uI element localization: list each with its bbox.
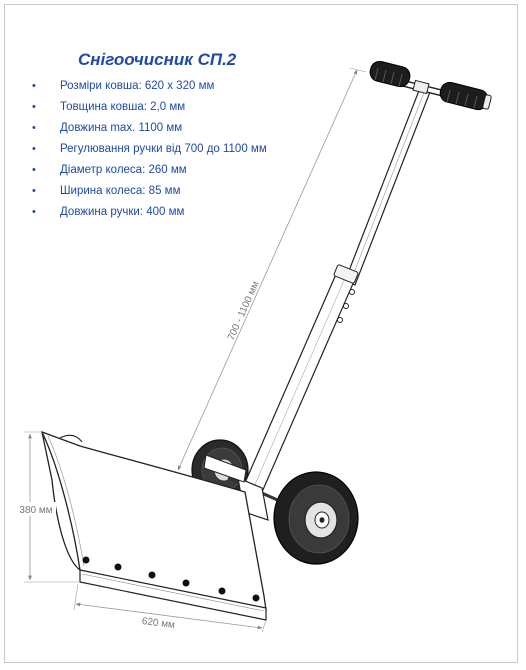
bullet-icon: • [32,185,36,197]
spec-item-handle-adjustment: • Регулювання ручки від 700 до 1100 мм [30,139,267,160]
bullet-icon: • [32,101,36,113]
spec-item-handle-length: • Довжина ручки: 400 мм [30,202,267,223]
bullet-icon: • [32,206,36,218]
bullet-icon: • [32,80,36,92]
length-dimension-label: 700 - 1100 мм [225,279,262,343]
bullet-icon: • [32,122,36,134]
bullet-icon: • [32,164,36,176]
height-dimension-label: 380 мм [19,505,53,516]
spec-item-wheel-diameter: • Діаметр колеса: 260 мм [30,160,267,181]
product-title: Снігоочисник СП.2 [78,50,237,69]
bullet-icon: • [32,143,36,155]
right-grip [438,80,491,111]
handle-assembly [244,78,470,492]
width-dimension-label: 620 мм [141,616,176,632]
spec-item-bucket-size: • Розміри ковша: 620 х 320 мм [30,76,267,97]
spec-item-max-length: • Довжина max. 1100 мм [30,118,267,139]
left-grip [368,59,412,88]
front-wheel [274,472,358,564]
spec-item-bucket-thickness: • Товщина ковша: 2,0 мм [30,97,267,118]
spec-item-wheel-width: • Ширина колеса: 85 мм [30,181,267,202]
